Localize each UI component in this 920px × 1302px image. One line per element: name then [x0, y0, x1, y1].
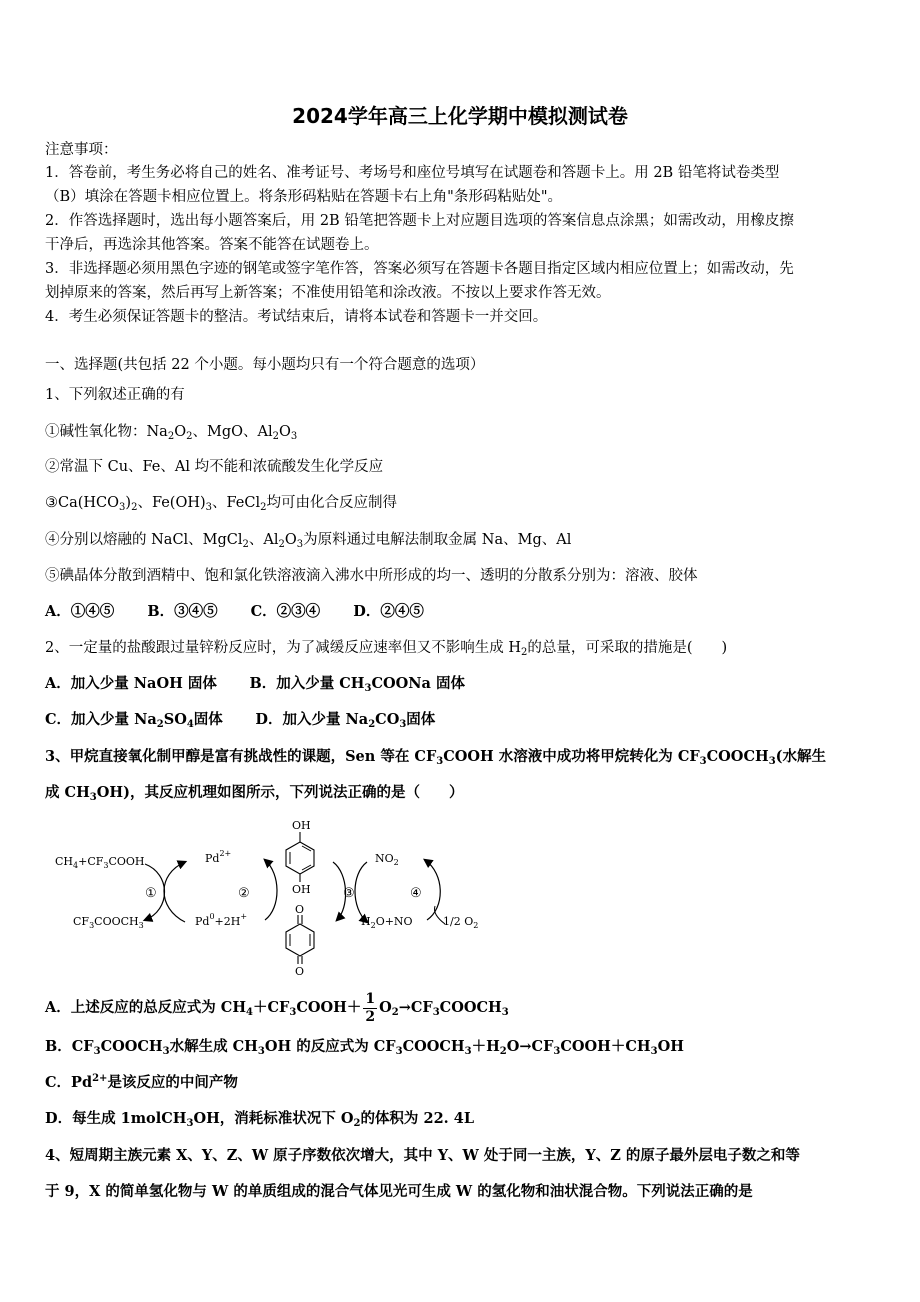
step-4-arrow [425, 860, 440, 920]
hydroquinone-oh-bottom: OH [292, 883, 311, 896]
question-3-stem-line-2: 成 $CH_3OH$)，其反应机理如图所示，下列说法正确的是（ ） [45, 784, 464, 803]
notice-line: 划掉原来的答案，然后再写上新答案；不准使用铅笔和涂改液。不按以上要求作答无效。 [45, 285, 611, 301]
option-a[interactable]: A．①④⑤ [45, 603, 115, 620]
q1-statement-1: ①碱性氧化物：$Na_2O_2$、MgO、$Al_2O_3$ [45, 424, 298, 442]
page-title: 2024学年高三上化学期中模拟测试卷 [292, 104, 628, 128]
step-4-label: ④ [410, 886, 422, 901]
step-2-arrow [265, 860, 277, 920]
benzoquinone-o-bottom: O [295, 965, 305, 977]
option-c[interactable]: C．加入少量 $Na_2SO_4$固体 [45, 711, 223, 730]
reactant-ch4-cf3cooh: $CH_4+CF_3COOH$ [55, 855, 145, 870]
q3-option-a[interactable]: A．上述反应的总反应式为 $CH_4+CF_3COOH+$ $\frac{1}{2}$ $O_2\to CF_3COOCH_3$ [45, 990, 509, 1025]
option-a[interactable]: A．加入少量 NaOH 固体 [45, 675, 217, 692]
fraction-one-half: $\frac{1}{2}$ [365, 990, 376, 1025]
q1-statement-2: ②常温下 Cu、Fe、Al 均不能和浓硫酸发生化学反应 [45, 459, 384, 475]
q2-options-ab [45, 674, 880, 694]
q3-option-b[interactable]: B．$CF_3COOCH_3$水解生成 $CH_3OH$ 的反应式为 $CF_3COOCH_3+H_2O\to CF_3COOH+CH_3OH$ [45, 1038, 684, 1057]
q1-statement-3: $③Ca(HCO_3)_2$、$Fe(OH)_3$、FeCl$_2$均可由化合反应制得 [45, 495, 397, 513]
notice-line: 3．非选择题必须用黑色字迹的钢笔或签字笔作答，答案必须写在答题卡各题目指定区域内相应位置上；如需改动，先 [45, 261, 794, 277]
option-b[interactable]: B．③④⑤ [147, 603, 218, 620]
notice-line: （B）填涂在答题卡相应位置上。将条形码粘贴在答题卡右上角"条形码粘贴处"。 [45, 189, 562, 205]
step-1-label: ① [145, 886, 157, 901]
step-3-arrow-left [355, 862, 367, 922]
question-2-stem: 2、一定量的盐酸跟过量锌粉反应时，为了减缓反应速率但又不影响生成 $H_2$的总量，可采取的措施是( ) [45, 640, 728, 658]
option-d[interactable]: D．②④⑤ [353, 603, 424, 620]
option-c[interactable]: C．②③④ [250, 603, 321, 620]
notice-heading: 注意事项： [45, 142, 118, 158]
option-b[interactable]: B．加入少量 $CH_3COONa$ 固体 [249, 675, 465, 694]
pd0-species: $Pd^0+2H^+$ [195, 912, 248, 928]
step-2-label: ② [238, 886, 250, 901]
option-d[interactable]: D．加入少量 $Na_2CO_3$固体 [255, 711, 436, 730]
benzoquinone-o-top: O [295, 903, 305, 916]
h2o-no-species: $H_2O+NO$ [361, 915, 413, 930]
product-cf3cooch3: $CF_3COOCH_3$ [73, 915, 144, 930]
pd2-species: $Pd^{2+}$ [205, 849, 232, 865]
step-1-arrow-up [164, 862, 185, 922]
question-4-stem-line-1: 4、短周期主族元素 X、Y、Z、W 原子序数依次增大，其中 Y、W 处于同一主族，Y、Z 的原子最外层电子数之和等 [45, 1147, 800, 1164]
section-heading: 一、选择题(共包括 22 个小题。每小题均只有一个符合题意的选项） [45, 357, 485, 373]
half-o2-species: 1/2 $O_2$ [443, 915, 479, 930]
notice-line: 4．考生必须保证答题卡的整洁。考试结束后，请将本试卷和答题卡一并交回。 [45, 309, 548, 325]
notice-line: 2．作答选择题时，选出每小题答案后，用 2B 铅笔把答题卡上对应题目选项的答案信息点涂黑；如需改动，用橡皮擦 [45, 213, 794, 229]
reaction-mechanism-diagram [45, 812, 495, 977]
hydroquinone-oh-top: OH [292, 819, 311, 832]
notice-line: 干净后，再选涂其他答案。答案不能答在试题卷上。 [45, 237, 379, 253]
q3-option-c[interactable]: C．$Pd^{2+}$是该反应的中间产物 [45, 1073, 238, 1091]
q1-statement-4: ④分别以熔融的 NaCl、MgCl$_2$、$Al_2O_3$为原料通过电解法制取金属 Na、Mg、Al [45, 532, 572, 550]
question-1-stem: 1、下列叙述正确的有 [45, 387, 185, 403]
question-4-stem-line-2: 于 9，X 的简单氢化物与 W 的单质组成的混合气体见光可生成 W 的氢化物和油状混合物。下列说法正确的是 [45, 1183, 753, 1200]
question-3-stem-line-1: 3、甲烷直接氧化制甲醇是富有挑战性的课题，Sen 等在 $CF_3COOH$ 水溶液中成功将甲烷转化为 $CF_3COOCH_3$(水解生 [45, 748, 827, 767]
notice-line: 1．答卷前，考生务必将自己的姓名、准考证号、考场号和座位号填写在试题卷和答题卡上。用 2B 铅笔将试卷类型 [45, 165, 780, 181]
q3-option-d[interactable]: D．每生成 1molCH$_3$OH，消耗标准状况下 $O_2$的体积为 22. 4L [45, 1110, 475, 1129]
q1-options [45, 602, 880, 622]
step-3-label: ③ [343, 886, 355, 901]
no2-species: $NO_2$ [375, 852, 399, 867]
q1-statement-5: ⑤碘晶体分散到酒精中、饱和氯化铁溶液滴入沸水中所形成的均一、透明的分散系分别为：溶液、胶体 [45, 568, 698, 584]
q2-options-cd [45, 710, 880, 730]
